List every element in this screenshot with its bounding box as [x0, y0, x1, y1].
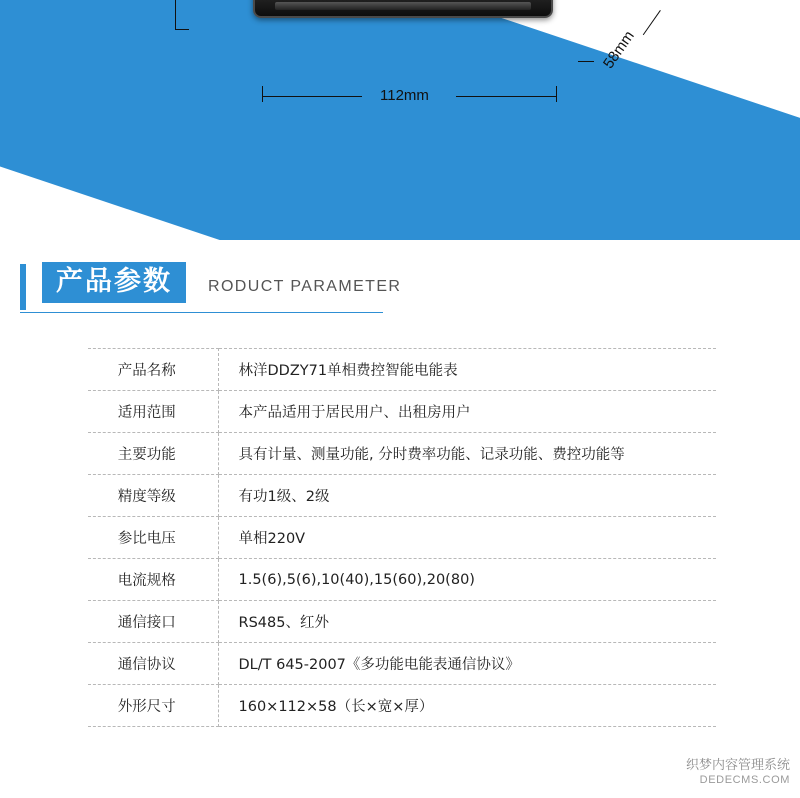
table-row [88, 349, 716, 391]
row-value: 有功1级、2级 [218, 475, 716, 517]
parameter-table-body [88, 349, 716, 727]
depth-dimension-tick [578, 61, 594, 62]
height-bracket [175, 0, 189, 30]
row-label: 适用范围 [88, 391, 218, 433]
table-row [88, 517, 716, 559]
hero-banner [0, 0, 800, 240]
table-row [88, 685, 716, 727]
row-label: 产品名称 [88, 349, 218, 391]
depth-dimension-line [643, 10, 661, 35]
section-underline [20, 312, 383, 313]
width-dimension-line-right [456, 96, 556, 97]
table-row [88, 601, 716, 643]
parameter-table [88, 348, 716, 727]
width-dimension-line-left [262, 96, 362, 97]
section-header [0, 262, 800, 316]
row-label: 主要功能 [88, 433, 218, 475]
row-value: 160×112×58（长×宽×厚） [218, 685, 716, 727]
table-row [88, 433, 716, 475]
watermark-top: DEDECMS.COM [702, 54, 792, 66]
table-row [88, 391, 716, 433]
row-label: 通信接口 [88, 601, 218, 643]
width-dimension-tick-right [556, 86, 557, 102]
row-label: 精度等级 [88, 475, 218, 517]
section-title-cn: 产品参数 [42, 262, 186, 303]
watermark-bottom [686, 758, 790, 788]
table-row [88, 643, 716, 685]
row-value: 本产品适用于居民用户、出租房用户 [218, 391, 716, 433]
table-row [88, 559, 716, 601]
section-title-en: RODUCT PARAMETER [208, 278, 402, 295]
watermark-bottom-cn: 织梦内容管理系统 [685, 758, 790, 773]
row-value: 单相220V [218, 517, 716, 559]
width-dimension-tick-left [262, 86, 263, 102]
row-value: RS485、红外 [218, 601, 716, 643]
table-row [88, 475, 716, 517]
row-value: 具有计量、测量功能, 分时费率功能、记录功能、费控功能等 [218, 433, 716, 475]
row-label: 电流规格 [88, 559, 218, 601]
row-value: 1.5(6),5(6),10(40),15(60),20(80) [218, 559, 716, 601]
row-value: DL/T 645-2007《多功能电能表通信协议》 [218, 643, 716, 685]
row-label: 通信协议 [88, 643, 218, 685]
depth-dimension-label: 58mm [600, 27, 638, 72]
watermark-bottom-en: DEDECMS.COM [699, 774, 790, 787]
product-device-image [253, 0, 553, 18]
section-accent-bar [20, 264, 26, 310]
width-dimension-label: 112mm [380, 87, 429, 104]
row-label: 外形尺寸 [88, 685, 218, 727]
row-label: 参比电压 [88, 517, 218, 559]
blue-diagonal-band [0, 0, 800, 240]
row-value: 林洋DDZY71单相费控智能电能表 [218, 349, 716, 391]
